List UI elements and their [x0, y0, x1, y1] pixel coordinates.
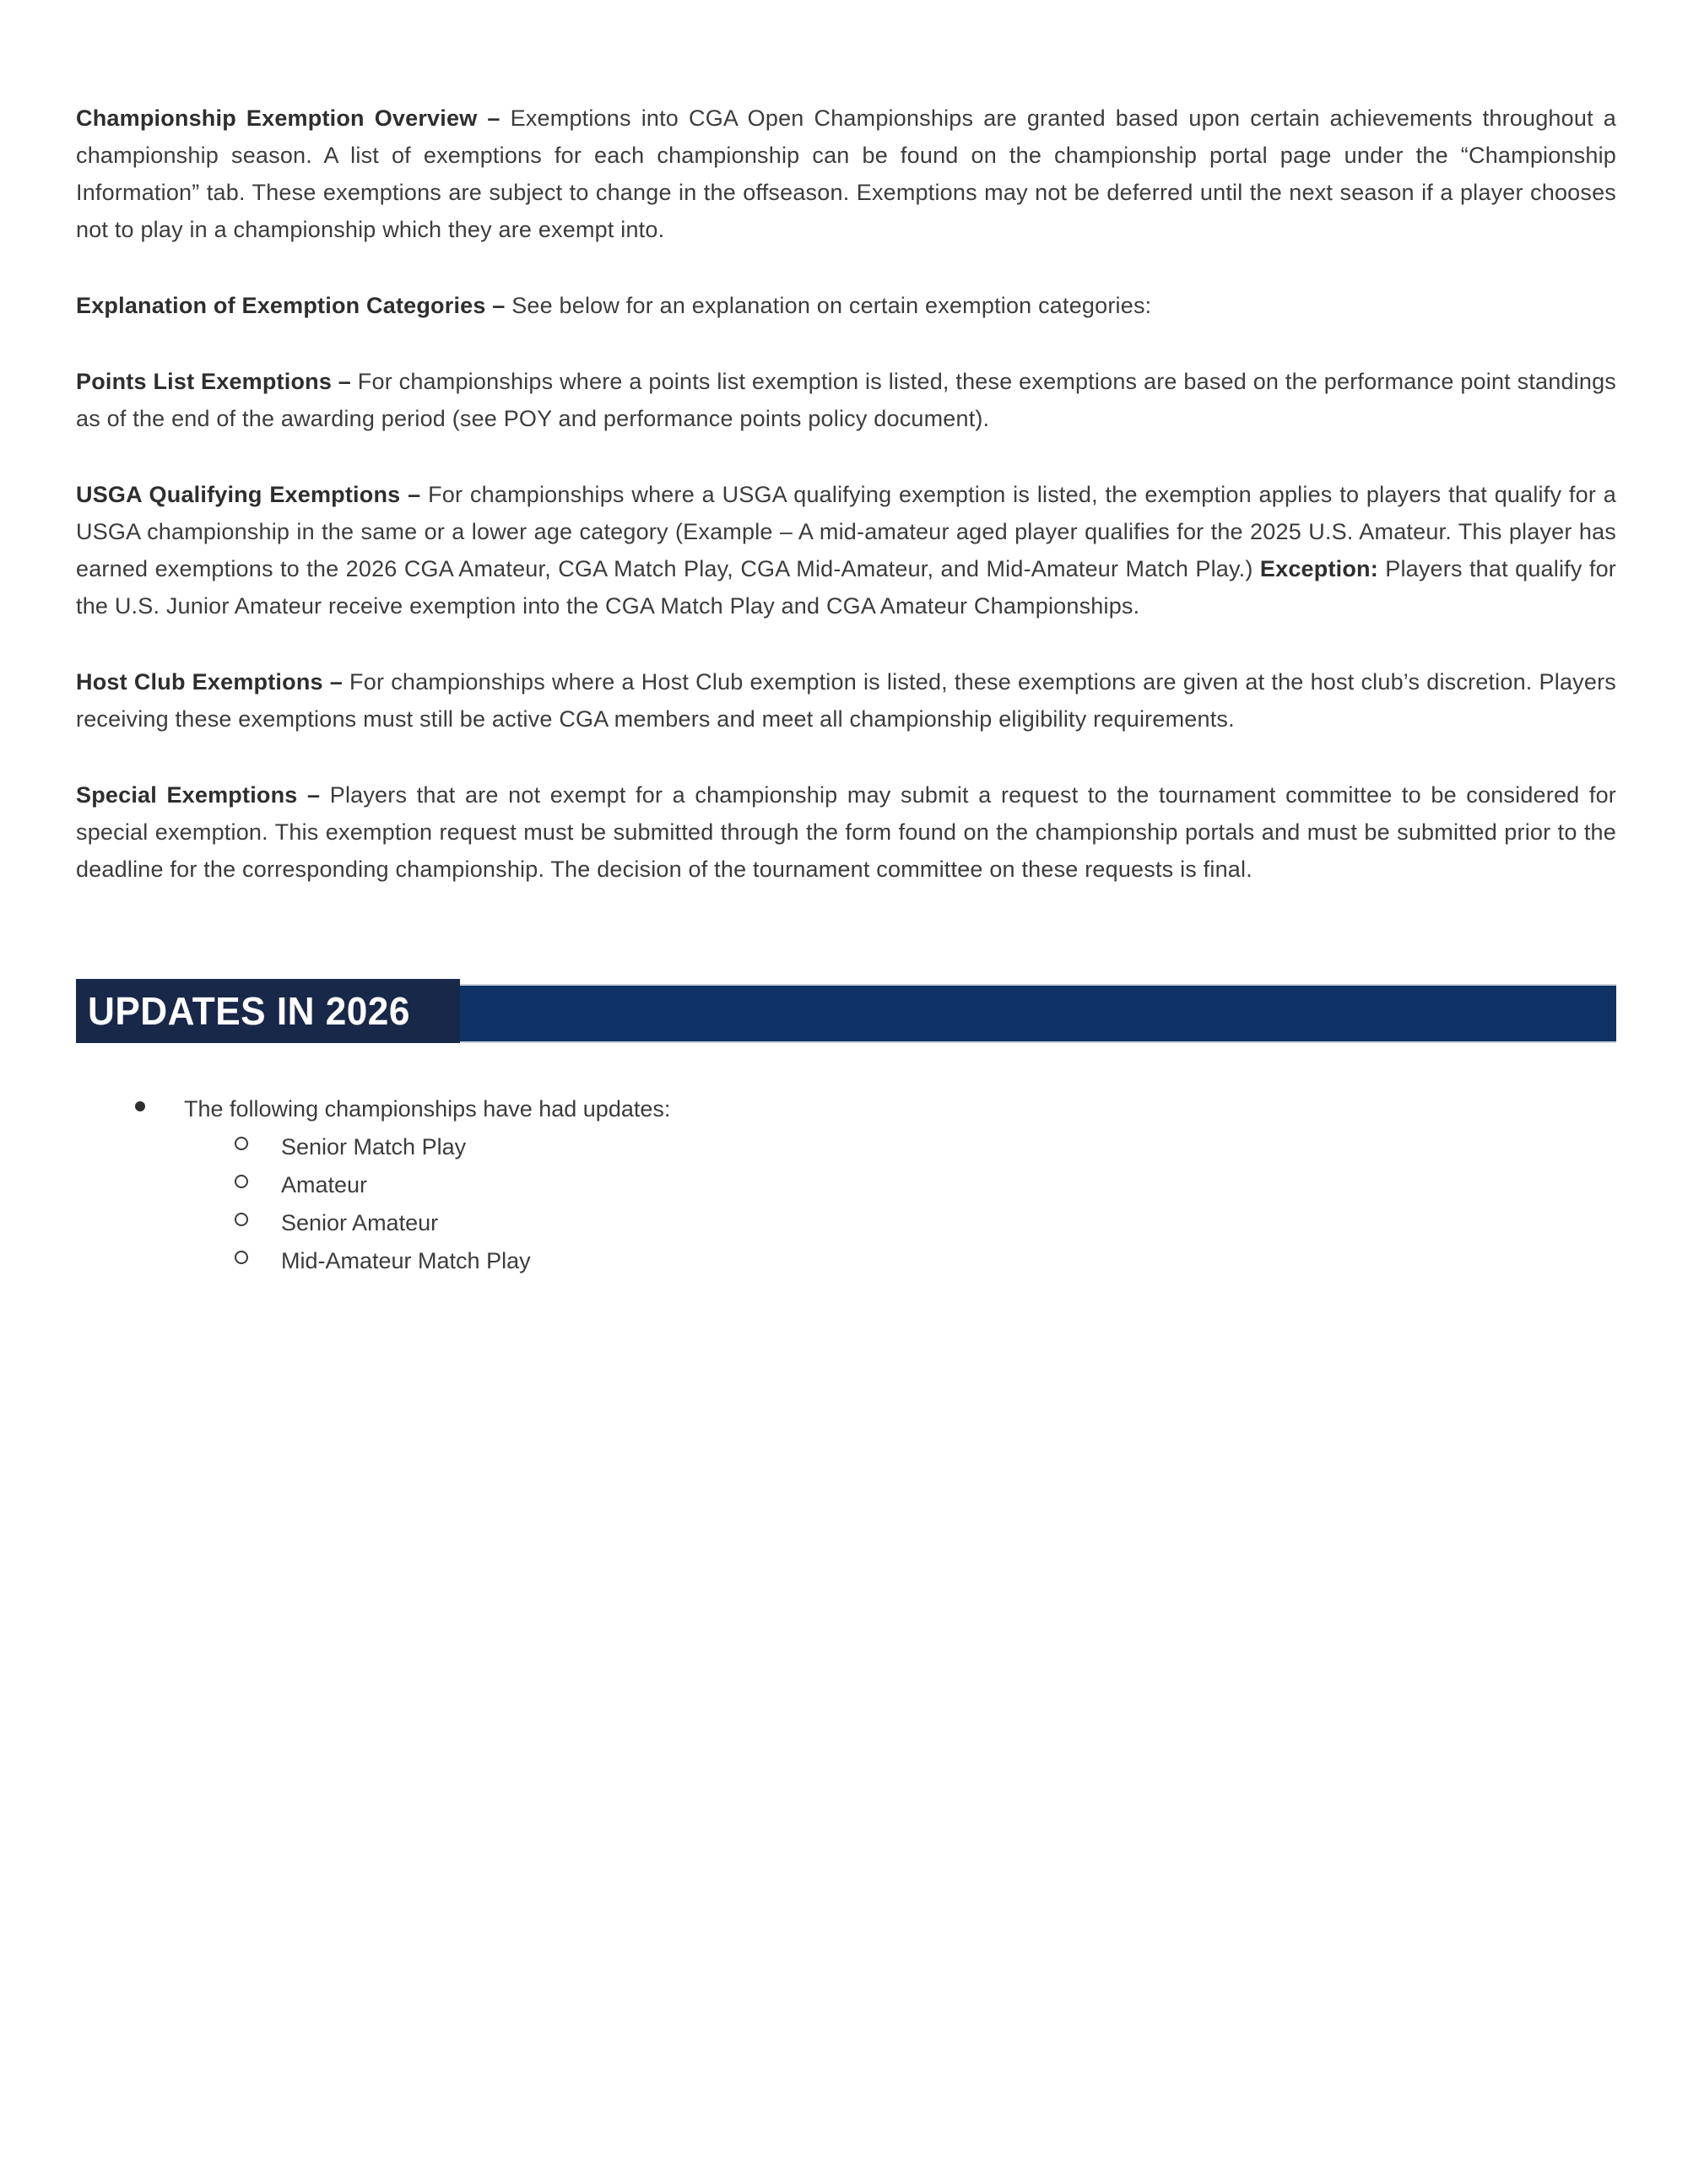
updates-list-intro-row — [76, 1090, 1616, 1128]
paragraph-bold-text: Points List Exemptions – — [76, 369, 358, 394]
paragraph-body-text: For championships where a USGA qualifying exemption is listed, the exemption applies to players that qualify for a USGA championship in the same or a lower age category (Example – A mid-amateur aged player qualifies for the 2025 U.S. Amateur. This player has earned exemptions to the 2026 CGA Amateur, CGA Match Play, CGA Mid-Amateur, and Mid-Amateur Match Play.) — [76, 482, 1616, 581]
exemption-paragraphs-section — [76, 100, 1616, 888]
paragraph-body-text: For championships where a Host Club exemption is listed, these exemptions are given at the host club’s discretion. Players receiving these exemptions must still be active CGA members and meet all championship eligibility requirements. — [76, 669, 1616, 732]
bullet-circle-icon — [235, 1141, 281, 1154]
paragraph-championship-exemption-overview — [76, 100, 1616, 248]
bullet-circle-icon — [235, 1179, 281, 1192]
updates-list-intro: The following championships have had updates: — [184, 1096, 671, 1122]
paragraph-bold-text: USGA Qualifying Exemptions – — [76, 482, 429, 507]
bullet-disc-icon — [135, 1106, 184, 1116]
updates-list-item-label: Senior Match Play — [281, 1134, 467, 1160]
paragraph-points-list-exemptions — [76, 363, 1616, 437]
paragraph-body-text: Players that are not exempt for a championship may submit a request to the tournament committee to be considered for special exemption. This exemption request must be submitted through the form found on the championship portals and must be submitted prior to the deadline for the corresponding championship. The decision of the tournament committee on these requests is final. — [76, 782, 1616, 882]
paragraph-usga-qualifying-exemptions — [76, 476, 1616, 624]
paragraph-body-text: Exemptions into CGA Open Championships are granted based upon certain achievements throughout a championship season. A list of exemptions for each championship can be found on the championship portal page under the “Championship Information” tab. These exemptions are subject to change in the offseason. Exemptions may not be deferred until the next season if a player chooses not to play in a championship which they are exempt into. — [76, 105, 1616, 242]
updates-list-item-label: Amateur — [281, 1172, 368, 1197]
paragraph-bold-text: Special Exemptions – — [76, 782, 330, 808]
paragraph-explanation-of-exemption-categories — [76, 287, 1616, 324]
paragraph-host-club-exemptions — [76, 663, 1616, 738]
paragraph-bold-text: Host Club Exemptions – — [76, 669, 350, 695]
updates-list-item-label: Senior Amateur — [281, 1210, 439, 1235]
paragraph-bold-text: Explanation of Exemption Categories – — [76, 293, 512, 318]
bullet-circle-icon — [235, 1217, 281, 1230]
updates-list-item-label: Mid-Amateur Match Play — [281, 1248, 531, 1273]
paragraph-body-text: See below for an explanation on certain exemption categories: — [511, 293, 1152, 318]
updates-list-item — [76, 1128, 1616, 1166]
updates-2026-banner-title: UPDATES IN 2026 — [88, 989, 410, 1033]
paragraph-bold-text: Exception: — [1259, 556, 1378, 581]
updates-list-items — [76, 1128, 1616, 1280]
updates-list-item — [76, 1242, 1616, 1280]
paragraph-special-exemptions — [76, 776, 1616, 888]
paragraph-body-text: Players that qualify for the U.S. Junior Amateur receive exemption into the CGA Match Play and CGA Amateur Championships. — [76, 556, 1616, 619]
updates-list — [76, 1090, 1616, 1280]
updates-2026-banner-highlight-box — [76, 979, 460, 1043]
updates-list-item — [76, 1166, 1616, 1204]
updates-2026-banner — [76, 984, 1616, 1043]
paragraph-bold-text: Championship Exemption Overview – — [76, 105, 511, 131]
paragraph-body-text: For championships where a points list exemption is listed, these exemptions are based on the performance point standings as of the end of the awarding period (see POY and performance points policy document). — [76, 369, 1616, 431]
bullet-circle-icon — [235, 1255, 281, 1268]
updates-list-item — [76, 1204, 1616, 1242]
